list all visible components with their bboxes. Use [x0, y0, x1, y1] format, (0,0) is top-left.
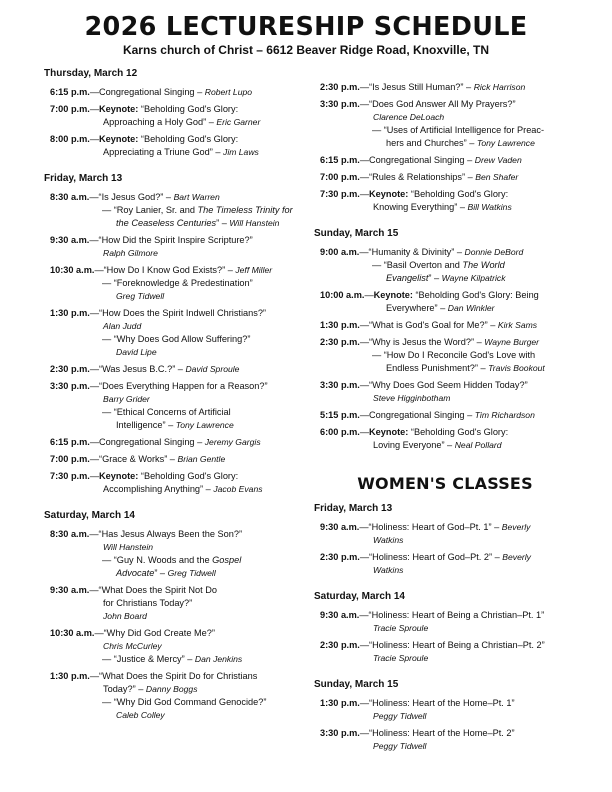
entry-dash: — — [364, 290, 374, 300]
schedule-entry — [320, 551, 576, 577]
schedule-entry — [50, 133, 306, 159]
womens-classes-heading: WOMEN'S CLASSES — [357, 474, 533, 493]
entry-speaker: Dan Jenkins — [194, 654, 243, 664]
entry-title: —Congregational Singing – — [359, 410, 475, 420]
entry-speaker: Jacob Evans — [213, 484, 263, 494]
entry-title-cont: Appreciating a Triune God” – — [103, 147, 224, 157]
entry-title: —Congregational Singing – — [89, 87, 205, 97]
entry-speaker: Rick Harrison — [473, 82, 526, 92]
entry-title-cont: Accomplishing Anything” – — [103, 484, 214, 494]
entry-sub-title: — “Guy N. Woods and the — [102, 555, 213, 565]
entry-speaker: Drew Vaden — [474, 155, 522, 165]
entry-speaker: David Lipe — [116, 347, 157, 357]
entry-title: —Congregational Singing – — [89, 437, 205, 447]
entry-time: 10:30 a.m. — [50, 628, 95, 638]
keynote-label: Keynote: — [369, 189, 409, 199]
entry-speaker: David Sproule — [185, 364, 240, 374]
entry-time: 1:30 p.m. — [320, 698, 360, 708]
entry-title: —“Rules & Relationships” – — [359, 172, 476, 182]
entry-speaker: Bill Watkins — [467, 202, 512, 212]
entry-sub-title: — “Roy Lanier, Sr. and — [102, 205, 198, 215]
entry-time: 9:30 a.m. — [320, 610, 360, 620]
entry-time: 3:30 p.m. — [320, 728, 360, 738]
entry-sub-title-italic: Advocate — [116, 568, 155, 578]
entry-speaker: Jim Laws — [223, 147, 259, 157]
entry-speaker: Danny Boggs — [145, 684, 198, 694]
entry-sub-title: — “Ethical Concerns of Artificial — [102, 407, 231, 417]
entry-time: 6:15 p.m. — [320, 155, 360, 165]
entry-sub-title: — “Foreknowledge & Predestination” — [102, 278, 253, 288]
schedule-entry — [320, 246, 576, 285]
entry-speaker: Bart Warren — [173, 192, 220, 202]
schedule-entry — [50, 264, 306, 303]
entry-title-cont: Knowing Everything” – — [373, 202, 468, 212]
schedule-entry — [50, 103, 306, 129]
entry-speaker: Ralph Gilmore — [103, 248, 158, 258]
entry-title: —“Does God Answer All My Prayers?” — [359, 99, 516, 109]
entry-time: 2:30 p.m. — [50, 364, 90, 374]
schedule-entry — [320, 521, 576, 547]
entry-time: 5:15 p.m. — [320, 410, 360, 420]
entry-title: —“What Does the Spirit Do for Christians — [89, 671, 258, 681]
entry-speaker: Tony Lawrence — [175, 420, 234, 430]
schedule-entry — [320, 289, 576, 315]
entry-speaker: John Board — [103, 611, 147, 621]
day-heading-thursday: Thursday, March 12 — [44, 68, 138, 79]
entry-title: —“What is God's Goal for Me?” – — [359, 320, 498, 330]
women-day-heading-sunday: Sunday, March 15 — [314, 679, 399, 690]
entry-time: 9:30 a.m. — [50, 585, 90, 595]
entry-title: —“How Do I Know God Exists?” – — [94, 265, 236, 275]
entry-sub-title-italic: the Ceaseless Centuries — [116, 218, 217, 228]
entry-time: 3:30 p.m. — [320, 99, 360, 109]
entry-sub-title: — “Why Did God Command Genocide?” — [102, 697, 267, 707]
schedule-entry — [320, 639, 576, 665]
entry-time: 3:30 p.m. — [50, 381, 90, 391]
entry-speaker: Wayne Kilpatrick — [441, 273, 506, 283]
entry-sub-title: ” – — [154, 568, 168, 578]
entry-dash: — — [89, 104, 100, 114]
entry-title: —“Why Did God Create Me?” — [94, 628, 215, 638]
entry-speaker: Donnie DeBord — [464, 247, 524, 257]
entry-speaker: Barry Grider — [103, 394, 150, 404]
entry-title: —“Holiness: Heart of the Home–Pt. 1” — [359, 698, 515, 708]
entry-title: —“Holiness: Heart of the Home–Pt. 2” — [359, 728, 515, 738]
entry-title: “Beholding God's Glory: — [138, 471, 239, 481]
schedule-entry — [50, 380, 306, 432]
schedule-entry — [320, 188, 576, 214]
left-column — [44, 68, 306, 726]
entry-time: 1:30 p.m. — [50, 308, 90, 318]
entry-time: 2:30 p.m. — [320, 552, 360, 562]
schedule-entry — [320, 81, 576, 94]
entry-speaker: Watkins — [373, 535, 404, 545]
entry-speaker: Steve Higginbotham — [373, 393, 451, 403]
schedule-entry — [50, 234, 306, 260]
entry-title-cont: Loving Everyone” – — [373, 440, 455, 450]
entry-speaker: Tony Lawrence — [476, 138, 535, 148]
day-heading-sunday: Sunday, March 15 — [314, 228, 399, 239]
entry-time: 9:30 a.m. — [50, 235, 90, 245]
entry-title: —“Is Jesus Still Human?” – — [359, 82, 474, 92]
keynote-label: Keynote: — [99, 134, 139, 144]
entry-title: “Beholding God's Glory: — [408, 427, 509, 437]
entry-time: 2:30 p.m. — [320, 337, 360, 347]
entry-time: 9:00 a.m. — [320, 247, 360, 257]
schedule-entry — [50, 86, 306, 99]
entry-speaker: Tracie Sproule — [373, 653, 429, 663]
entry-speaker: Neal Pollard — [454, 440, 502, 450]
entry-title-cont: Everywhere” – — [386, 303, 448, 313]
schedule-entry — [50, 528, 306, 580]
women-day-heading-friday: Friday, March 13 — [314, 503, 393, 514]
keynote-label: Keynote: — [369, 427, 409, 437]
schedule-entry — [50, 307, 306, 359]
schedule-entry — [50, 191, 306, 230]
entry-speaker: Ben Shafer — [475, 172, 519, 182]
entry-title: —“Grace & Works” – — [89, 454, 178, 464]
entry-sub-title: — “Why Does God Allow Suffering?” — [102, 334, 251, 344]
schedule-entry — [320, 379, 576, 405]
entry-time: 6:15 p.m. — [50, 87, 90, 97]
entry-sub-title: hers and Churches” – — [386, 138, 477, 148]
entry-time: 6:00 p.m. — [320, 427, 360, 437]
entry-speaker: Tracie Sproule — [373, 623, 429, 633]
entry-time: 2:30 p.m. — [320, 82, 360, 92]
schedule-entry — [320, 98, 576, 150]
entry-dash: — — [89, 471, 100, 481]
entry-title-cont: Today?” – — [103, 684, 146, 694]
entry-time: 1:30 p.m. — [320, 320, 360, 330]
entry-speaker: Jeff Miller — [235, 265, 273, 275]
entry-title: —Congregational Singing – — [359, 155, 475, 165]
entry-sub-title: — “Uses of Artificial Intelligence for Preac- — [372, 125, 545, 135]
entry-speaker: Tim Richardson — [474, 410, 535, 420]
entry-title: “Beholding God's Glory: Being — [412, 290, 539, 300]
entry-sub-title: — “Justice & Mercy” – — [102, 654, 195, 664]
entry-title: —“Why is Jesus the Word?” – — [359, 337, 485, 347]
entry-title: “Beholding God's Glory: — [138, 104, 239, 114]
entry-title: —“How Does the Spirit Indwell Christians?” — [89, 308, 266, 318]
entry-sub-title: Intelligence” – — [116, 420, 176, 430]
keynote-label: Keynote: — [99, 471, 139, 481]
entry-sub-title-italic: The Timeless Trinity for — [197, 205, 293, 215]
entry-speaker: Dan Winkler — [447, 303, 495, 313]
entry-title: —“Has Jesus Always Been the Son?” — [89, 529, 243, 539]
entry-title: —“Is Jesus God?” – — [89, 192, 174, 202]
women-day-heading-saturday: Saturday, March 14 — [314, 591, 405, 602]
entry-dash: — — [359, 189, 370, 199]
keynote-label: Keynote: — [99, 104, 139, 114]
entry-title: —“Does Everything Happen for a Reason?” — [89, 381, 268, 391]
schedule-entry — [320, 409, 576, 422]
schedule-entry — [50, 453, 306, 466]
entry-speaker: Chris McCurley — [103, 641, 162, 651]
entry-speaker: Watkins — [373, 565, 404, 575]
entry-title-cont: for Christians Today?” — [103, 598, 193, 608]
entry-speaker: Brian Gentle — [177, 454, 226, 464]
entry-speaker: Robert Lupo — [204, 87, 253, 97]
entry-speaker: Travis Bookout — [488, 363, 545, 373]
schedule-entry — [50, 670, 306, 722]
schedule-entry — [320, 426, 576, 452]
entry-speaker: Will Hanstein — [103, 542, 154, 552]
page-title: 2026 LECTURESHIP SCHEDULE — [84, 12, 528, 42]
entry-title: “Beholding God's Glory: — [138, 134, 239, 144]
entry-speaker: Greg Tidwell — [167, 568, 216, 578]
entry-time: 7:30 p.m. — [50, 471, 90, 481]
entry-speaker: Peggy Tidwell — [373, 711, 427, 721]
entry-title-cont: Approaching a Holy God” – — [103, 117, 217, 127]
schedule-entry — [50, 436, 306, 449]
entry-time: 10:30 a.m. — [50, 265, 95, 275]
entry-title: —“Was Jesus B.C.?” – — [89, 364, 186, 374]
entry-speaker: Caleb Colley — [116, 710, 165, 720]
keynote-label: Keynote: — [373, 290, 413, 300]
schedule-entry — [320, 319, 576, 332]
entry-sub-title-italic: Gospel — [212, 555, 242, 565]
schedule-entry — [50, 584, 306, 623]
entry-title: —“Humanity & Divinity” – — [359, 247, 465, 257]
entry-time: 2:30 p.m. — [320, 640, 360, 650]
entry-speaker: Eric Garner — [216, 117, 261, 127]
entry-title: —“Holiness: Heart of God–Pt. 2” – — [359, 552, 503, 562]
entry-speaker: Jeremy Gargis — [204, 437, 261, 447]
entry-dash: — — [89, 134, 100, 144]
entry-time: 7:00 p.m. — [320, 172, 360, 182]
entry-time: 10:00 a.m. — [320, 290, 365, 300]
entry-title: —“What Does the Spirit Not Do — [89, 585, 217, 595]
entry-time: 9:30 a.m. — [320, 522, 360, 532]
entry-time: 8:30 a.m. — [50, 192, 90, 202]
schedule-entry — [320, 154, 576, 167]
page-subtitle: Karns church of Christ – 6612 Beaver Ridge Road, Knoxville, TN — [122, 43, 490, 57]
entry-title: “Beholding God's Glory: — [408, 189, 509, 199]
entry-title: —“Holiness: Heart of Being a Christian–Pt. 1” — [359, 610, 545, 620]
entry-speaker: Will Hanstein — [229, 218, 280, 228]
entry-speaker: Kirk Sams — [497, 320, 538, 330]
entry-title: —“How Did the Spirit Inspire Scripture?” — [89, 235, 253, 245]
entry-sub-title-italic: Evangelist — [386, 273, 429, 283]
entry-speaker: Beverly — [502, 552, 531, 562]
entry-time: 1:30 p.m. — [50, 671, 90, 681]
entry-title: —“Holiness: Heart of God–Pt. 1” – — [359, 522, 502, 532]
entry-speaker: Wayne Burger — [484, 337, 540, 347]
entry-time: 7:00 p.m. — [50, 454, 90, 464]
entry-sub-title: ” – — [428, 273, 442, 283]
entry-speaker: Clarence DeLoach — [373, 112, 445, 122]
schedule-entry — [320, 171, 576, 184]
schedule-entry — [50, 363, 306, 376]
entry-sub-title: ” – — [216, 218, 230, 228]
entry-speaker: Greg Tidwell — [116, 291, 165, 301]
entry-time: 7:00 p.m. — [50, 104, 90, 114]
entry-sub-title: — “Basil Overton and — [372, 260, 463, 270]
schedule-entry — [320, 697, 576, 723]
entry-dash: — — [359, 427, 370, 437]
day-heading-saturday: Saturday, March 14 — [44, 510, 135, 521]
right-column — [314, 81, 576, 757]
entry-time: 8:30 a.m. — [50, 529, 90, 539]
schedule-entry — [50, 627, 306, 666]
schedule-entry — [320, 727, 576, 753]
entry-sub-title: — “How Do I Reconcile God's Love with — [372, 350, 536, 360]
entry-sub-title-italic: The World — [462, 260, 505, 270]
entry-time: 3:30 p.m. — [320, 380, 360, 390]
entry-time: 7:30 p.m. — [320, 189, 360, 199]
entry-speaker: Alan Judd — [103, 321, 142, 331]
entry-title: —“Holiness: Heart of Being a Christian–Pt. 2” — [359, 640, 545, 650]
entry-time: 8:00 p.m. — [50, 134, 90, 144]
entry-speaker: Peggy Tidwell — [373, 741, 427, 751]
schedule-entry — [50, 470, 306, 496]
schedule-entry — [320, 336, 576, 375]
entry-sub-title: Endless Punishment?” – — [386, 363, 489, 373]
entry-speaker: Beverly — [501, 522, 531, 532]
entry-time: 6:15 p.m. — [50, 437, 90, 447]
day-heading-friday: Friday, March 13 — [44, 173, 123, 184]
schedule-entry — [320, 609, 576, 635]
entry-title: —“Why Does God Seem Hidden Today?” — [359, 380, 528, 390]
